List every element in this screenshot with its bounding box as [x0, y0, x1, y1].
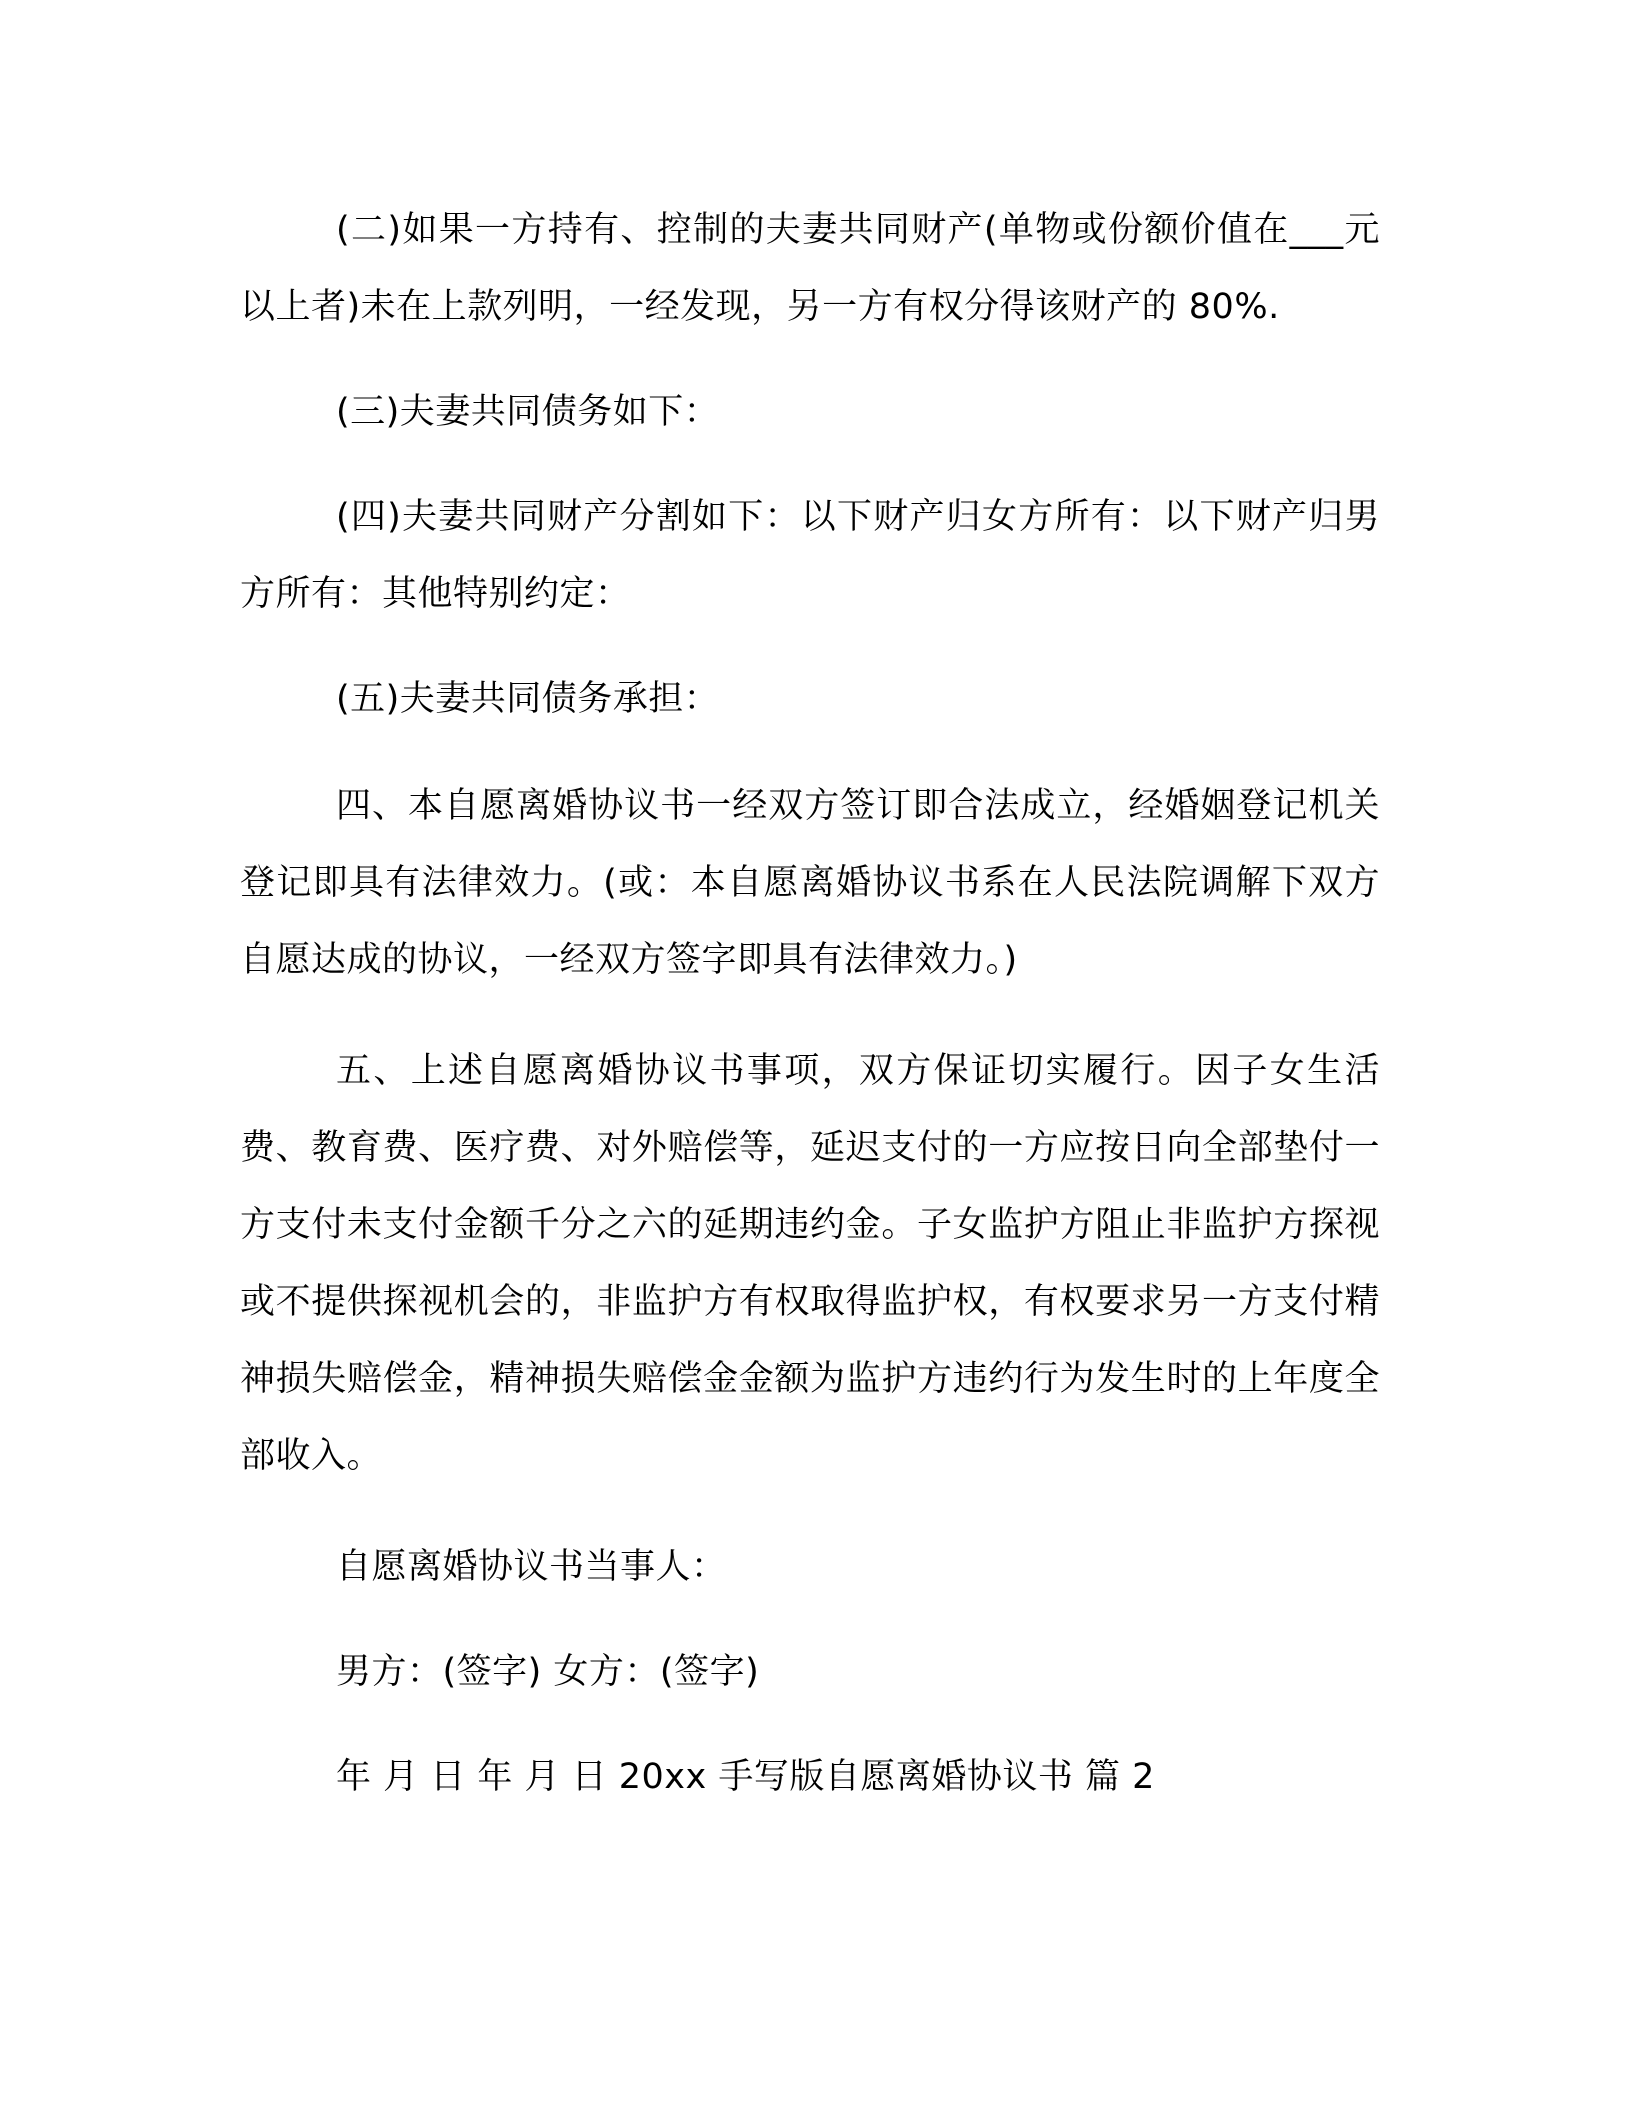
paragraph-parties-heading: 自愿离婚协议书当事人： [336, 1547, 727, 1587]
paragraph-date-line: 年 月 日 年 月 日 20xx 手写版自愿离婚协议书 篇 2 [336, 1757, 1155, 1797]
paragraph-article-4: 四、本自愿离婚协议书一经双方签订即合法成立，经婚姻登记机关登记即具有法律效力。(或：本自愿离婚协议书系在人民法院调解下双方自愿达成的协议，一经双方签字即具有法律效力。) [240, 786, 1380, 980]
paragraph-signature-line: 男方：(签字) 女方：(签字) [336, 1652, 760, 1692]
paragraph-property-clause-2: (二)如果一方持有、控制的夫妻共同财产(单物或份额价值在___元以上者)未在上款列明，一经发现，另一方有权分得该财产的 80%. [240, 210, 1380, 327]
paragraph-property-clause-5: (五)夫妻共同债务承担： [336, 679, 720, 719]
document-body [240, 192, 1380, 1816]
paragraph-property-clause-3: (三)夫妻共同债务如下： [336, 392, 720, 432]
paragraph-property-clause-4: (四)夫妻共同财产分割如下：以下财产归女方所有：以下财产归男方所有：其他特别约定： [240, 497, 1380, 614]
paragraph-article-5: 五、上述自愿离婚协议书事项，双方保证切实履行。因子女生活费、教育费、医疗费、对外赔偿等，延迟支付的一方应按日向全部垫付一方支付未支付金额千分之六的延期违约金。子女监护方阻止非监护方探视或不提供探视机会的，非监护方有权取得监护权，有权要求另一方支付精神损失赔偿金，精神损失赔偿金金额为监护方违约行为发生时的上年度全部收入。 [240, 1051, 1380, 1476]
